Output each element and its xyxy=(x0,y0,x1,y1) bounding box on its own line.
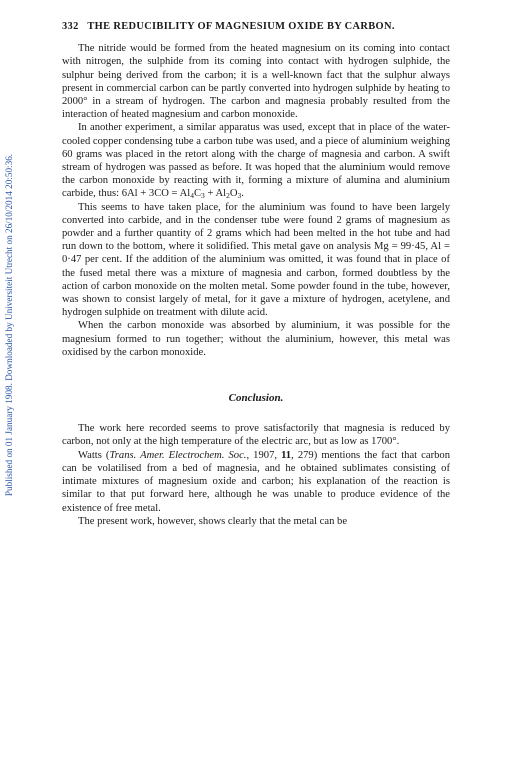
download-stamp xyxy=(2,90,16,560)
download-stamp-text: Published on 01 January 1908. Downloaded by Universiteit Utrecht on 26/10/2014 20:50:36. xyxy=(4,153,14,497)
conclusion-paragraph-1: The work here recorded seems to prove satisfactorily that magnesia is reduced by carbon, not only at the high temperature of the electric arc, but as low as 1700°. xyxy=(62,423,450,448)
conclusion-paragraph-3: The present work, however, shows clearly that the metal can be xyxy=(78,515,348,527)
paragraph-2-text: In another experiment, a similar apparatus was used, except that in place of the water-cooled copper condensing tube a carbon tube was used, and a piece of aluminium weighing 60 grams was placed in the retort along with the charge of magnesia and carbon. A swift stream of hydrogen was passed as before. It was hoped that the aluminium would remove the carbon monoxide by reacting with it, forming a mixture of alumina and aluminium carbide, thus: xyxy=(62,122,450,200)
running-header xyxy=(62,20,450,33)
reaction-equation: $6Al + 3CO = Al_4C_3 + Al_2O_3$. xyxy=(121,188,244,201)
conclusion-paragraph-2: Watts (Trans. Amer. Electrochem. Soc., 1907, 11, 279) mentions the fact that carbon can be volatilised from a bed of magnesia, and he obtained sublimates consisting of intimate mixtures of magnesium oxide and carbon; his explanation of the reaction is similar to that put forward here, although he was unable to produce evidence of the existence of free metal. xyxy=(62,449,450,514)
journal-citation: Trans. Amer. Electrochem. Soc. xyxy=(109,449,247,461)
analysis-values: Mg = 99·45, Al = 0·47 xyxy=(62,241,450,266)
page-body xyxy=(62,20,450,528)
page-number: 332 xyxy=(62,21,79,32)
running-title: THE REDUCIBILITY OF MAGNESIUM OXIDE BY CARBON. xyxy=(87,21,395,32)
paragraph-2 xyxy=(62,121,450,200)
paragraph-3: This seems to have taken place, for the aluminium was found to have been largely converted into carbide, and in the condenser tube were found 2 grams of magnesium as powder and a further quantity of 2 grams which had been melted in the hot tube and had run down to the bottom, where it solidified. This metal gave on analysis Mg = 99·45, Al = 0·47 per cent. If the addition of the aluminium was omitted, it was found that in place of the fused metal there was a mixture of magnesia and carbon, formed doubtless by the action of carbon monoxide on the molten metal. Some powder found in the tube, however, was shown to consist largely of metal, for it gave a mixture of hydrogen, acetylene, and hydrogen sulphide on treatment with dilute acid. xyxy=(62,201,450,319)
volume-number: 11 xyxy=(281,449,292,461)
section-heading-conclusion: Conclusion. xyxy=(228,392,284,405)
paragraph-4: When the carbon monoxide was absorbed by aluminium, it was possible for the magnesium formed to run together; without the aluminium, however, this metal was oxidised by the carbon monoxide. xyxy=(62,320,450,358)
paragraph-1: The nitride would be formed from the heated magnesium on its coming into contact with nitrogen, the sulphide from its coming into contact with hydrogen sulphide, the sulphur being derived from the carbon; it is a well-known fact that the sulphur always present in commercial carbon can be partly converted into hydrogen sulphide by heating to 2000° in a stream of hydrogen. The carbon and magnesia probably resulted from the interaction of heated magnesium and carbon monoxide. xyxy=(62,43,450,121)
